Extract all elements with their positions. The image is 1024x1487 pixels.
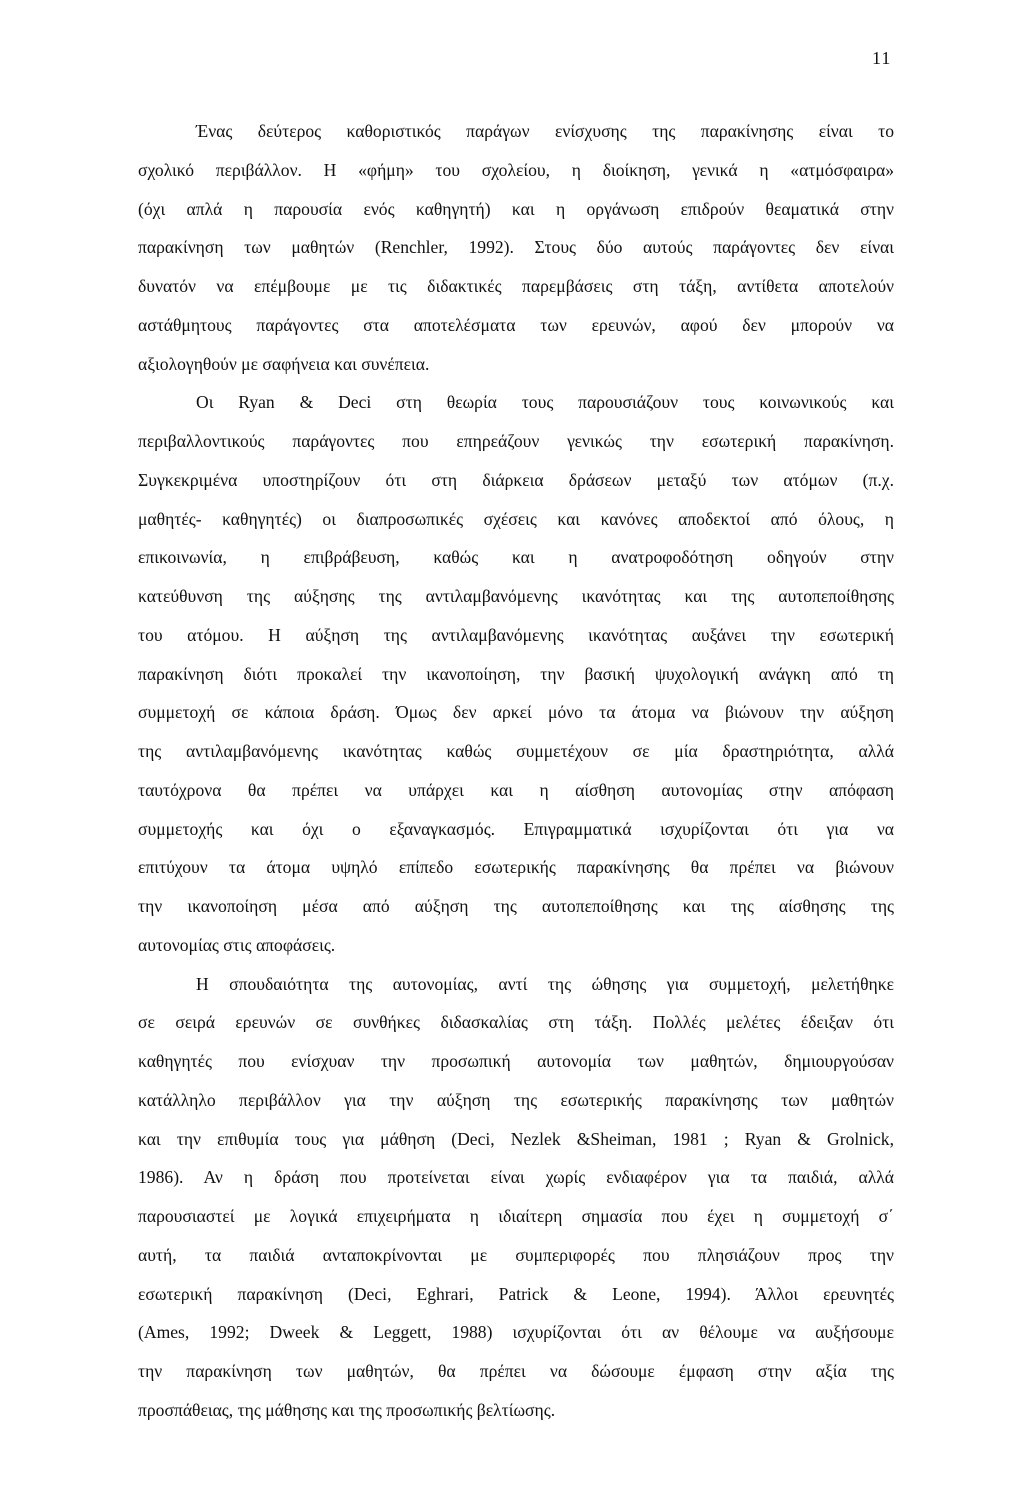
text-line: της αντιλαμβανόμενης ικανότητας καθώς συμμετέχουν σε μία δραστηριότητα, αλλά: [138, 741, 894, 761]
text-line: εσωτερική παρακίνηση (Deci, Eghrari, Patrick & Leone, 1994). Άλλοι ερευνητές: [138, 1283, 894, 1304]
text-line: μαθητές- καθηγητές) οι διαπροσωπικές σχέσεις και κανόνες αποδεκτοί από όλους, η: [138, 508, 894, 529]
text-line: την ικανοποίηση μέσα από αύξηση της αυτοπεποίθησης και της αίσθησης της: [138, 896, 894, 916]
text-line: περιβαλλοντικούς παράγοντες που επηρεάζουν γενικώς την εσωτερική παρακίνηση.: [138, 431, 894, 451]
text-line: την παρακίνηση των μαθητών, θα πρέπει να δώσουμε έμφαση στην αξία της: [138, 1361, 894, 1381]
text-line: παρακίνηση των μαθητών (Renchler, 1992). Στους δύο αυτούς παράγοντες δεν είναι: [138, 237, 894, 258]
text-line: προσπάθειας, της μάθησης και της προσωπικής βελτίωσης.: [138, 1399, 556, 1420]
text-line: αξιολογηθούν με σαφήνεια και συνέπεια.: [138, 353, 430, 374]
text-line: 1986). Αν η δράση που προτείνεται είναι χωρίς ενδιαφέρον για τα παιδιά, αλλά: [138, 1167, 894, 1188]
text-line: συμμετοχή σε κάποια δράση. Όμως δεν αρκεί μόνο τα άτομα να βιώνουν την αύξηση: [138, 702, 894, 723]
text-line: παρουσιαστεί με λογικά επιχειρήματα η ιδιαίτερη σημασία που έχει η συμμετοχή σ΄: [138, 1206, 894, 1226]
text-line: (Ames, 1992; Dweek & Leggett, 1988) ισχυρίζονται ότι αν θέλουμε να αυξήσουμε: [138, 1322, 894, 1343]
text-line: αστάθμητους παράγοντες στα αποτελέσματα των ερευνών, αφού δεν μπορούν να: [138, 314, 894, 335]
text-line: Η σπουδαιότητα της αυτονομίας, αντί της ώθησης για συμμετοχή, μελετήθηκε: [196, 973, 894, 994]
text-line: Ένας δεύτερος καθοριστικός παράγων ενίσχυσης της παρακίνησης είναι το: [196, 121, 894, 141]
text-line: σε σειρά ερευνών σε συνθήκες διδασκαλίας στη τάξη. Πολλές μελέτες έδειξαν ότι: [138, 1012, 894, 1033]
text-line: ταυτόχρονα θα πρέπει να υπάρχει και η αίσθηση αυτονομίας στην απόφαση: [138, 779, 894, 800]
text-line: αυτή, τα παιδιά ανταποκρίνονται με συμπεριφορές που πλησιάζουν προς την: [138, 1244, 894, 1265]
body-text: [138, 112, 894, 1430]
text-line: επιτύχουν τα άτομα υψηλό επίπεδο εσωτερικής παρακίνησης θα πρέπει να βιώνουν: [138, 857, 894, 878]
text-line: (όχι απλά η παρουσία ενός καθηγητή) και η οργάνωση επιδρούν θεαματικά στην: [138, 198, 894, 219]
text-line: του ατόμου. Η αύξηση της αντιλαμβανόμενης ικανότητας αυξάνει την εσωτερική: [138, 624, 894, 645]
page-number: 11: [872, 48, 892, 68]
text-line: σχολικό περιβάλλον. Η «φήμη» του σχολείου, η διοίκηση, γενικά η «ατμόσφαιρα»: [138, 159, 894, 180]
text-line: αυτονομίας στις αποφάσεις.: [138, 934, 336, 955]
text-line: δυνατόν να επέμβουμε με τις διδακτικές παρεμβάσεις στη τάξη, αντίθετα αποτελούν: [138, 276, 894, 296]
text-line: παρακίνηση διότι προκαλεί την ικανοποίηση, την βασική ψυχολογική ανάγκη από τη: [138, 663, 894, 684]
text-line: κατεύθυνση της αύξησης της αντιλαμβανόμενης ικανότητας και της αυτοπεποίθησης: [138, 586, 894, 606]
text-line: κατάλληλο περιβάλλον για την αύξηση της εσωτερικής παρακίνησης των μαθητών: [138, 1089, 894, 1110]
text-line: καθηγητές που ενίσχυαν την προσωπική αυτονομία των μαθητών, δημιουργούσαν: [138, 1051, 894, 1071]
text-line: Συγκεκριμένα υποστηρίζουν ότι στη διάρκεια δράσεων μεταξύ των ατόμων (π.χ.: [138, 469, 894, 490]
text-line: και την επιθυμία τους για μάθηση (Deci, Nezlek &Sheiman, 1981 ; Ryan & Grolnick,: [138, 1128, 894, 1149]
text-line: επικοινωνία, η επιβράβευση, καθώς και η ανατροφοδότηση οδηγούν στην: [138, 547, 894, 568]
text-line: συμμετοχής και όχι ο εξαναγκασμός. Επιγραμματικά ισχυρίζονται ότι για να: [138, 818, 894, 839]
text-line: Οι Ryan & Deci στη θεωρία τους παρουσιάζουν τους κοινωνικούς και: [196, 392, 894, 413]
